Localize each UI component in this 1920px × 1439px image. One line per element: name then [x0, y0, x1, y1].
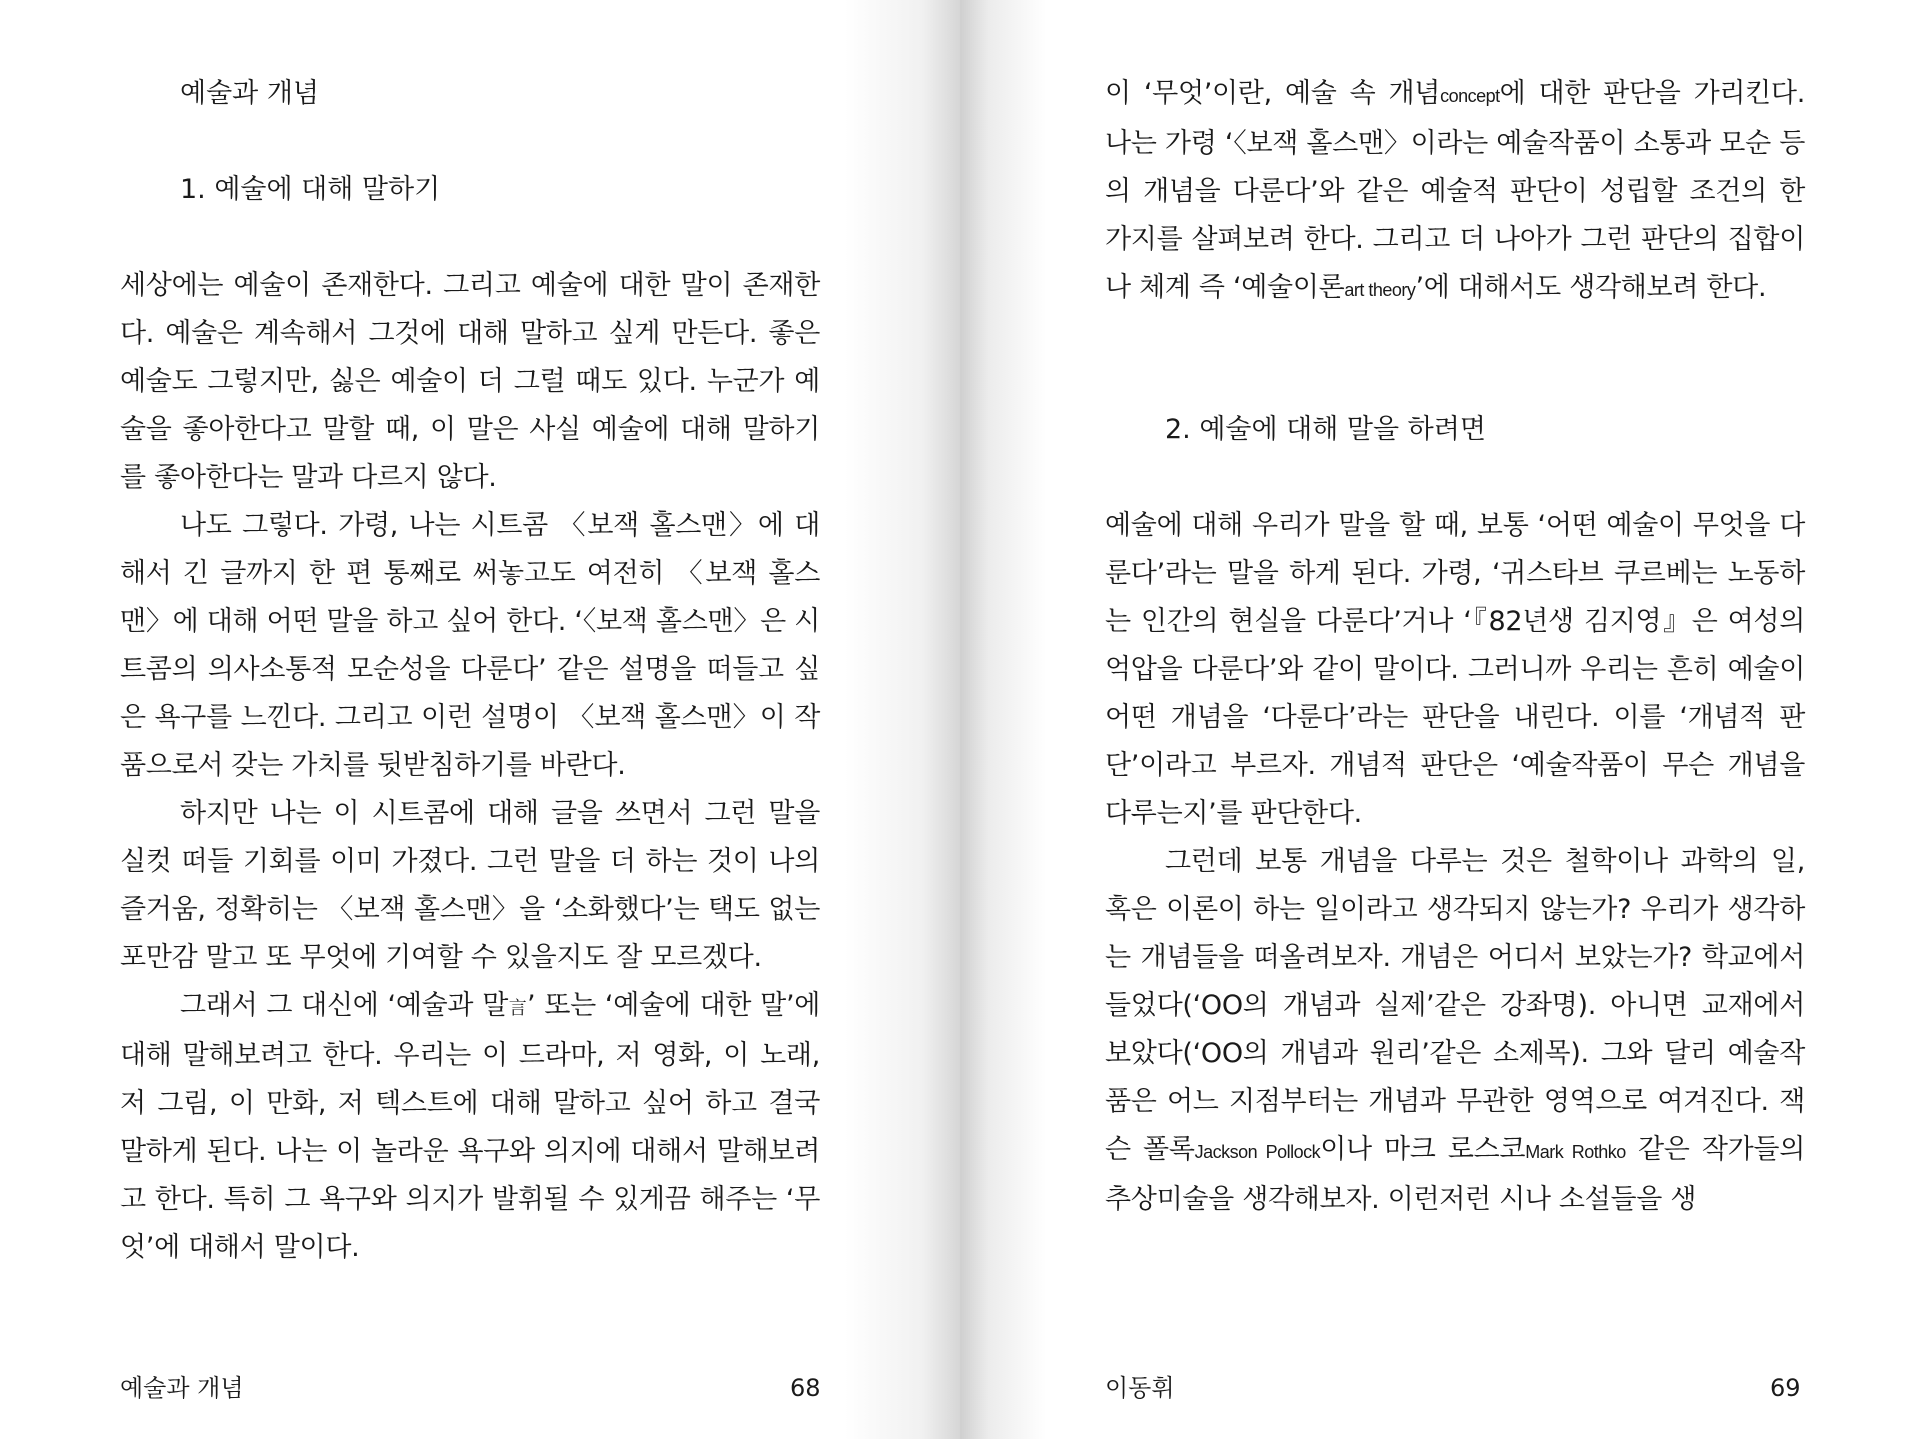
- english-gloss: Jackson Pollock: [1194, 1142, 1321, 1162]
- text-run: 에 대한 판단을 가리킨다. 나는 가령 ‘〈보잭 홀스맨〉이라는 예술작품이 소통과 모순 등의 개념을 다룬다’와 같은 예술적 판단이 성립할 조건의 한 가지를 살펴보려 한다. 그리고 더 나아가 그런 판단의 집합이나 체계 즉 ‘예술이론: [1105, 78, 1805, 303]
- running-footer: 예술과 개념: [120, 1374, 244, 1402]
- text-run: 그런데 보통 개념을 다루는 것은 철학이나 과학의 일, 혹은 이론이 하는 일이라고 생각되지 않는가? 우리가 생각하는 개념들을 떠올려보자. 개념은 어디서 보았는가? 학교에서 들었다(‘OO의 개념과 실제’같은 강좌명). 아니면 교재에서 보았다(‘OO의 개념과 원리’같은 소제목). 그와 달리 예술작품은 어느 지점부터는 개념과 무관한 영역으로 여겨진다. 잭슨 폴록: [1105, 846, 1805, 1165]
- paragraph: 하지만 나는 이 시트콤에 대해 글을 쓰면서 그런 말을 실컷 떠들 기회를 이미 가졌다. 그런 말을 더 하는 것이 나의 즐거움, 정확히는 〈보잭 홀스맨〉을 ‘소화했다’는 택도 없는 포만감 말고 또 무엇에 기여할 수 있을지도 잘 모르겠다.: [120, 798, 820, 973]
- right-body-text-top: [1105, 70, 1805, 314]
- text-run: ’ 또는 ‘예술에 대한 말’에 대해 말해보려고 한다. 우리는 이 드라마, 저 영화, 이 노래, 저 그림, 이 만화, 저 텍스트에 대해 말하고 싶어 하고 결국 말하게 된다. 나는 이 놀라운 욕구와 의지에 대해서 말해보려고 한다. 특히 그 욕구와 의지가 발휘될 수 있게끔 해주는 ‘무엇’에 대해서 말이다.: [120, 990, 821, 1263]
- section-title-2: 2. 예술에 대해 말을 하려면: [1165, 414, 1486, 445]
- section-title-1: 1. 예술에 대해 말하기: [180, 174, 441, 205]
- english-gloss: concept: [1440, 86, 1500, 106]
- paragraph: 나도 그렇다. 가령, 나는 시트콤 〈보잭 홀스맨〉에 대해서 긴 글까지 한 편 통째로 써놓고도 여전히 〈보잭 홀스맨〉에 대해 어떤 말을 하고 싶어 한다. ‘〈보잭 홀스맨〉은 시트콤의 의사소통적 모순성을 다룬다’ 같은 설명을 떠들고 싶은 욕구를 느낀다. 그리고 이런 설명이 〈보잭 홀스맨〉이 작품으로서 갖는 가치를 뒷받침하기를 바란다.: [120, 510, 820, 781]
- english-gloss: art theory: [1344, 280, 1416, 300]
- english-gloss: Mark Rothko: [1525, 1142, 1626, 1162]
- text-run: 이나 마크 로스코: [1320, 1134, 1526, 1165]
- paragraph: [120, 982, 820, 1272]
- text-run: 같은 작가들의 추상미술을 생각해보자. 이런저런 시나 소설들을 생: [1105, 1134, 1805, 1215]
- text-run: 그래서 그 대신에 ‘예술과 말: [180, 990, 509, 1021]
- paragraph: 예술에 대해 우리가 말을 할 때, 보통 ‘어떤 예술이 무엇을 다룬다’라는 말을 하게 된다. 가령, ‘귀스타브 쿠르베는 노동하는 인간의 현실을 다룬다’거나 ‘『82년생 김지영』은 여성의 억압을 다룬다’와 같이 말이다. 그러니까 우리는 흔히 예술이 어떤 개념을 ‘다룬다’라는 판단을 내린다. 이를 ‘개념적 판단’이라고 부르자. 개념적 판단은 ‘예술작품이 무슨 개념을 다루는지’를 판단한다.: [1105, 510, 1805, 829]
- paragraph: [1105, 70, 1805, 314]
- page-number: 69: [1770, 1374, 1801, 1402]
- running-footer: 이동휘: [1105, 1374, 1175, 1402]
- right-page: [960, 0, 1920, 1439]
- text-run: 이 ‘무엇’이란, 예술 속 개념: [1105, 78, 1441, 109]
- text-run: ’에 대해서도 생각해보려 한다.: [1415, 272, 1767, 303]
- paragraph: [1105, 838, 1805, 1224]
- chapter-title: 예술과 개념: [180, 78, 319, 109]
- hanja-gloss: 言: [508, 998, 528, 1018]
- paragraph: 세상에는 예술이 존재한다. 그리고 예술에 대한 말이 존재한다. 예술은 계속해서 그것에 대해 말하고 싶게 만든다. 좋은 예술도 그렇지만, 싫은 예술이 더 그럴 때도 있다. 누군가 예술을 좋아한다고 말할 때, 이 말은 사실 예술에 대해 말하기를 좋아한다는 말과 다르지 않다.: [120, 270, 820, 493]
- page-number: 68: [790, 1374, 821, 1402]
- left-body-text: [120, 262, 820, 1272]
- right-body-text: [1105, 502, 1805, 1224]
